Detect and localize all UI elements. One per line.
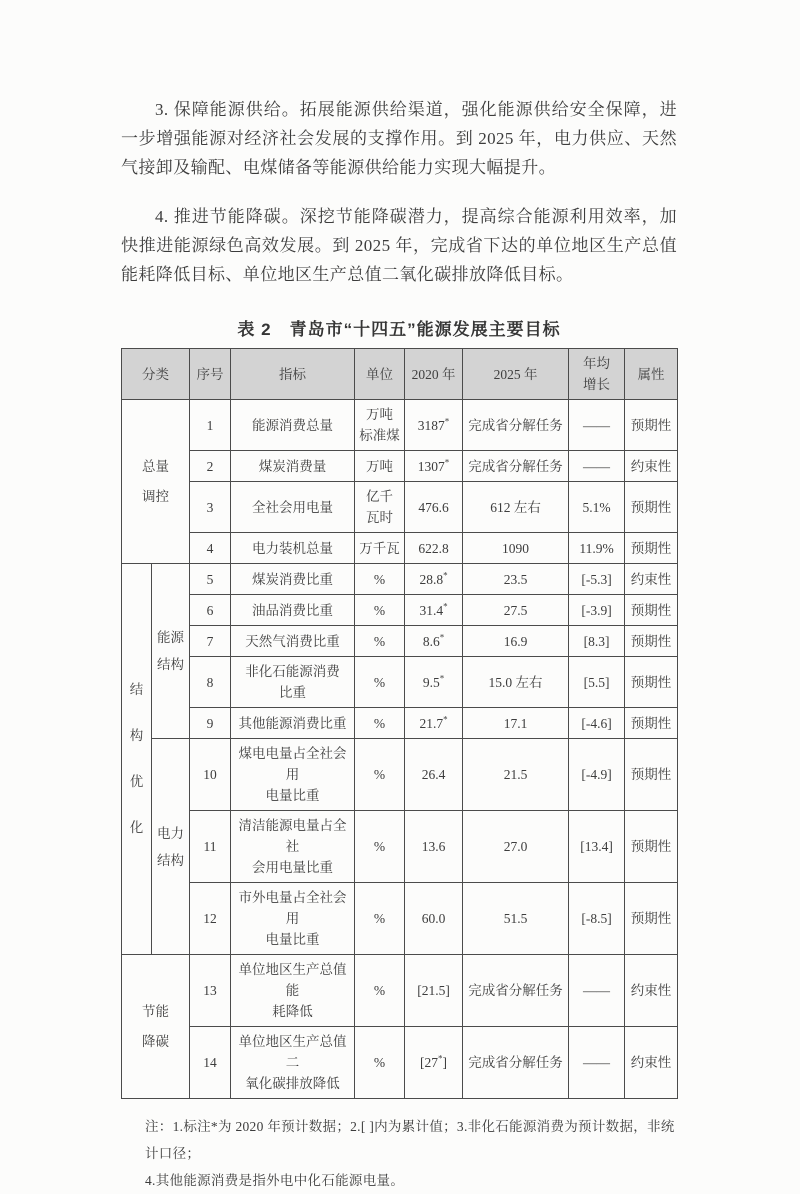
paragraph-energy-saving: 4. 推进节能降碳。深挖节能降碳潜力，提高综合能源利用效率，加快推进能源绿色高效发展。到 2025 年，完成省下达的单位地区生产总值能耗降低目标、单位地区生产总值二氧化碳排放降低目标。 xyxy=(121,207,677,284)
seq-cell: 3 xyxy=(190,482,231,533)
attribute-cell: 预期性 xyxy=(625,595,678,626)
paragraph-energy-supply: 3. 保障能源供给。拓展能源供给渠道，强化能源供给安全保障，进一步增强能源对经济社会发展的支撑作用。到 2025 年，电力供应、天然气接卸及输配、电煤储备等能源供给能力实现大幅提升。 xyxy=(121,100,677,177)
growth-cell: —— xyxy=(569,451,625,482)
table-row xyxy=(122,564,678,595)
attribute-cell: 约束性 xyxy=(625,1027,678,1099)
value-2025-cell: 17.1 xyxy=(463,708,569,739)
growth-cell: 5.1% xyxy=(569,482,625,533)
unit-cell: 亿千 瓦时 xyxy=(355,482,405,533)
table-row xyxy=(122,883,678,955)
value-2020-cell: [27*] xyxy=(405,1027,463,1099)
growth-cell: [-4.6] xyxy=(569,708,625,739)
indicator-cell: 天然气消费比重 xyxy=(231,626,355,657)
unit-cell: % xyxy=(355,883,405,955)
column-header: 2025 年 xyxy=(463,349,569,400)
unit-cell: % xyxy=(355,955,405,1027)
energy-targets-table xyxy=(121,348,678,1099)
table-title: 表 2 青岛市“十四五”能源发展主要目标 xyxy=(237,320,561,339)
value-2025-cell: 612 左右 xyxy=(463,482,569,533)
attribute-cell: 预期性 xyxy=(625,626,678,657)
value-2020-cell: 8.6* xyxy=(405,626,463,657)
attribute-cell: 预期性 xyxy=(625,708,678,739)
indicator-cell: 全社会用电量 xyxy=(231,482,355,533)
value-2020-cell: 9.5* xyxy=(405,657,463,708)
column-header: 分类 xyxy=(122,349,190,400)
unit-cell: % xyxy=(355,708,405,739)
seq-cell: 2 xyxy=(190,451,231,482)
category-cell: 总量 调控 xyxy=(122,400,190,564)
unit-cell: % xyxy=(355,564,405,595)
indicator-cell: 电力装机总量 xyxy=(231,533,355,564)
value-2025-cell: 15.0 左右 xyxy=(463,657,569,708)
value-2025-cell: 完成省分解任务 xyxy=(463,955,569,1027)
indicator-cell: 单位地区生产总值能 耗降低 xyxy=(231,955,355,1027)
value-2025-cell: 完成省分解任务 xyxy=(463,400,569,451)
growth-cell: [13.4] xyxy=(569,811,625,883)
seq-cell: 12 xyxy=(190,883,231,955)
value-2020-cell: 28.8* xyxy=(405,564,463,595)
growth-cell: [-3.9] xyxy=(569,595,625,626)
value-2025-cell: 27.5 xyxy=(463,595,569,626)
indicator-cell: 能源消费总量 xyxy=(231,400,355,451)
unit-cell: % xyxy=(355,739,405,811)
attribute-cell: 预期性 xyxy=(625,811,678,883)
attribute-cell: 约束性 xyxy=(625,564,678,595)
subcategory-cell: 能源 结构 xyxy=(152,564,190,739)
growth-cell: [-8.5] xyxy=(569,883,625,955)
seq-cell: 4 xyxy=(190,533,231,564)
value-2020-cell: 13.6 xyxy=(405,811,463,883)
table-row xyxy=(122,595,678,626)
value-2020-cell: 3187* xyxy=(405,400,463,451)
table-row xyxy=(122,482,678,533)
seq-cell: 14 xyxy=(190,1027,231,1099)
growth-cell: [-4.9] xyxy=(569,739,625,811)
table-row xyxy=(122,400,678,451)
unit-cell: % xyxy=(355,811,405,883)
unit-cell: 万吨 xyxy=(355,451,405,482)
column-header: 指标 xyxy=(231,349,355,400)
table-row xyxy=(122,811,678,883)
attribute-cell: 预期性 xyxy=(625,533,678,564)
indicator-cell: 煤电电量占全社会用 电量比重 xyxy=(231,739,355,811)
table-row xyxy=(122,739,678,811)
table-header xyxy=(122,349,678,400)
indicator-cell: 其他能源消费比重 xyxy=(231,708,355,739)
seq-cell: 11 xyxy=(190,811,231,883)
table-row xyxy=(122,955,678,1027)
attribute-cell: 预期性 xyxy=(625,657,678,708)
unit-cell: % xyxy=(355,626,405,657)
value-2020-cell: [21.5] xyxy=(405,955,463,1027)
indicator-cell: 煤炭消费比重 xyxy=(231,564,355,595)
category-cell: 节能 降碳 xyxy=(122,955,190,1099)
value-2025-cell: 完成省分解任务 xyxy=(463,1027,569,1099)
table-row xyxy=(122,533,678,564)
value-2025-cell: 1090 xyxy=(463,533,569,564)
value-2025-cell: 16.9 xyxy=(463,626,569,657)
seq-cell: 6 xyxy=(190,595,231,626)
seq-cell: 5 xyxy=(190,564,231,595)
attribute-cell: 预期性 xyxy=(625,400,678,451)
growth-cell: —— xyxy=(569,955,625,1027)
table-row xyxy=(122,657,678,708)
table-row xyxy=(122,626,678,657)
content-area xyxy=(121,95,677,1194)
growth-cell: —— xyxy=(569,1027,625,1099)
note-line: 注：1.标注*为 2020 年预计数据；2.[ ]内为累计值；3.非化石能源消费为预计数据，非统计口径； xyxy=(145,1119,675,1161)
table-notes xyxy=(145,1113,677,1194)
value-2025-cell: 完成省分解任务 xyxy=(463,451,569,482)
indicator-cell: 非化石能源消费 比重 xyxy=(231,657,355,708)
category-cell: 结 构 优 化 xyxy=(122,564,152,955)
indicator-cell: 单位地区生产总值二 氧化碳排放降低 xyxy=(231,1027,355,1099)
value-2025-cell: 23.5 xyxy=(463,564,569,595)
seq-cell: 9 xyxy=(190,708,231,739)
value-2020-cell: 1307* xyxy=(405,451,463,482)
growth-cell: [-5.3] xyxy=(569,564,625,595)
value-2020-cell: 60.0 xyxy=(405,883,463,955)
column-header: 序号 xyxy=(190,349,231,400)
value-2020-cell: 21.7* xyxy=(405,708,463,739)
value-2020-cell: 622.8 xyxy=(405,533,463,564)
value-2020-cell: 476.6 xyxy=(405,482,463,533)
column-header: 年均 增长 xyxy=(569,349,625,400)
unit-cell: % xyxy=(355,1027,405,1099)
table-row xyxy=(122,1027,678,1099)
seq-cell: 13 xyxy=(190,955,231,1027)
value-2025-cell: 27.0 xyxy=(463,811,569,883)
column-header: 2020 年 xyxy=(405,349,463,400)
indicator-cell: 清洁能源电量占全社 会用电量比重 xyxy=(231,811,355,883)
unit-cell: 万吨 标准煤 xyxy=(355,400,405,451)
attribute-cell: 预期性 xyxy=(625,883,678,955)
seq-cell: 8 xyxy=(190,657,231,708)
indicator-cell: 市外电量占全社会用 电量比重 xyxy=(231,883,355,955)
note-line: 4.其他能源消费是指外电中化石能源电量。 xyxy=(145,1173,405,1188)
growth-cell: 11.9% xyxy=(569,533,625,564)
indicator-cell: 煤炭消费量 xyxy=(231,451,355,482)
attribute-cell: 预期性 xyxy=(625,482,678,533)
table-row xyxy=(122,708,678,739)
unit-cell: 万千瓦 xyxy=(355,533,405,564)
value-2020-cell: 31.4* xyxy=(405,595,463,626)
growth-cell: —— xyxy=(569,400,625,451)
unit-cell: % xyxy=(355,595,405,626)
growth-cell: [8.3] xyxy=(569,626,625,657)
table-row xyxy=(122,451,678,482)
column-header: 属性 xyxy=(625,349,678,400)
attribute-cell: 约束性 xyxy=(625,451,678,482)
attribute-cell: 约束性 xyxy=(625,955,678,1027)
indicator-cell: 油品消费比重 xyxy=(231,595,355,626)
attribute-cell: 预期性 xyxy=(625,739,678,811)
table-body xyxy=(122,400,678,1099)
unit-cell: % xyxy=(355,657,405,708)
value-2025-cell: 21.5 xyxy=(463,739,569,811)
value-2020-cell: 26.4 xyxy=(405,739,463,811)
growth-cell: [5.5] xyxy=(569,657,625,708)
seq-cell: 7 xyxy=(190,626,231,657)
seq-cell: 10 xyxy=(190,739,231,811)
column-header: 单位 xyxy=(355,349,405,400)
value-2025-cell: 51.5 xyxy=(463,883,569,955)
seq-cell: 1 xyxy=(190,400,231,451)
subcategory-cell: 电力 结构 xyxy=(152,739,190,955)
